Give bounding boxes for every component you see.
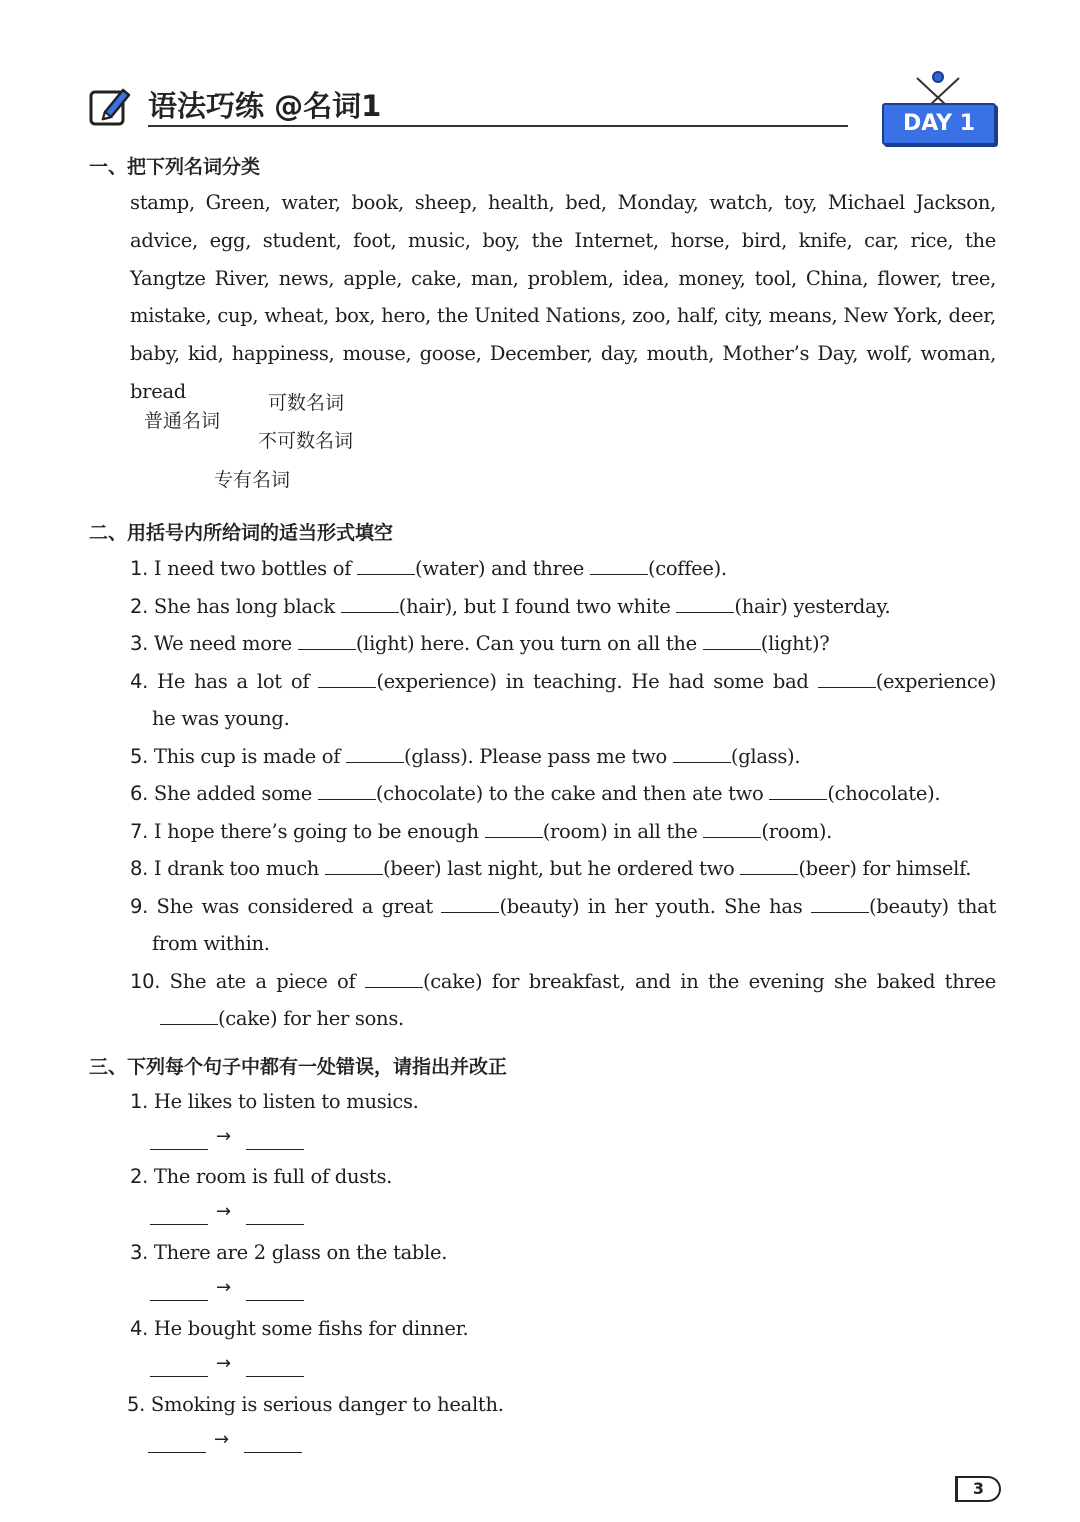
error-sentence: 5. Smoking is serious danger to health. <box>127 1393 504 1416</box>
answer-blank[interactable] <box>590 555 648 575</box>
answer-blank[interactable] <box>357 555 415 575</box>
pin-icon <box>932 71 944 83</box>
answer-blank[interactable] <box>740 855 798 875</box>
answer-blank[interactable] <box>346 743 404 763</box>
section1-heading: 一、把下列名词分类 <box>89 156 261 178</box>
page-number: 3 <box>955 1476 1001 1502</box>
answer-blank[interactable] <box>769 780 827 800</box>
arrow-icon: → <box>216 1353 232 1374</box>
fill-question: 2. She has long black (hair), but I found two white (hair) yesterday. <box>130 595 891 618</box>
answer-blank[interactable] <box>485 818 543 838</box>
correction-line[interactable] <box>150 1277 310 1303</box>
arrow-icon: → <box>216 1126 232 1147</box>
answer-blank[interactable] <box>676 593 734 613</box>
fill-question: 9. She was considered a great (beauty) in her youth. She has (beauty) that <box>130 895 996 918</box>
fill-question: 6. She added some (chocolate) to the cake and then ate two (chocolate). <box>130 782 941 805</box>
page-title: 语法巧练 @名词1 <box>148 89 382 123</box>
answer-blank[interactable] <box>703 630 761 650</box>
arrow-icon: → <box>214 1429 230 1450</box>
proper-noun-label: 专有名词 <box>214 469 291 491</box>
common-noun-label: 普通名词 <box>144 410 221 432</box>
section3-heading: 三、下列每个句子中都有一处错误，请指出并改正 <box>89 1056 508 1078</box>
answer-blank[interactable] <box>318 780 376 800</box>
error-sentence: 2. The room is full of dusts. <box>130 1165 393 1188</box>
answer-blank[interactable] <box>703 818 761 838</box>
arrow-icon: → <box>216 1201 232 1222</box>
answer-blank[interactable] <box>673 743 731 763</box>
fill-question: 5. This cup is made of (glass). Please pass me two (glass). <box>130 745 801 768</box>
fill-question-continued: he was young. <box>152 707 290 730</box>
fill-question: 10. She ate a piece of (cake) for breakfast, and in the evening she baked three <box>130 970 996 993</box>
answer-blank[interactable] <box>818 668 876 688</box>
day-label: DAY 1 <box>882 103 996 145</box>
answer-blank[interactable] <box>365 968 423 988</box>
answer-blank[interactable] <box>160 1005 218 1025</box>
fill-question-continued: (cake) for her sons. <box>160 1000 404 1038</box>
answer-blank[interactable] <box>325 855 383 875</box>
correction-line[interactable] <box>150 1126 310 1152</box>
fill-question: 8. I drank too much (beer) last night, but he ordered two (beer) for himself. <box>130 857 972 880</box>
answer-blank[interactable] <box>441 893 499 913</box>
answer-blank[interactable] <box>298 630 356 650</box>
countable-noun-label: 可数名词 <box>268 392 345 414</box>
word-list: stamp, Green, water, book, sheep, health, bed, Monday, watch, toy, Michael Jackson, advice, egg, student, foot, music, boy, the Internet, horse, bird, knife, car, rice, the Yangtze River, news, apple, cake, man, problem, idea, money, tool, China, flower, tree, mistake, cup, wheat, box, hero, the United Nations, zoo, half, city, means, New York, deer, baby, kid, happiness, mouse, goose, December, day, mouth, Mother’s Day, wolf, woman, bread <box>130 191 996 403</box>
error-sentence: 3. There are 2 glass on the table. <box>130 1241 448 1264</box>
answer-blank[interactable] <box>341 593 399 613</box>
arrow-icon: → <box>216 1277 232 1298</box>
fill-question-continued: from within. <box>152 932 270 955</box>
answer-blank[interactable] <box>811 893 869 913</box>
correction-line[interactable] <box>148 1429 308 1455</box>
pencil-notebook-icon <box>89 86 131 128</box>
uncountable-noun-label: 不可数名词 <box>258 430 354 452</box>
fill-question: 1. I need two bottles of (water) and three (coffee). <box>130 557 727 580</box>
error-sentence: 4. He bought some fishs for dinner. <box>130 1317 469 1340</box>
section2-heading: 二、用括号内所给词的适当形式填空 <box>89 522 394 544</box>
correction-line[interactable] <box>150 1353 310 1379</box>
title-underline <box>148 125 848 127</box>
answer-blank[interactable] <box>318 668 376 688</box>
fill-question: 4. He has a lot of (experience) in teaching. He had some bad (experience) <box>130 670 996 693</box>
fill-question: 3. We need more (light) here. Can you turn on all the (light)? <box>130 632 830 655</box>
day-badge <box>878 68 1000 150</box>
error-sentence: 1. He likes to listen to musics. <box>130 1090 419 1113</box>
correction-line[interactable] <box>150 1201 310 1227</box>
fill-question: 7. I hope there’s going to be enough (room) in all the (room). <box>130 820 833 843</box>
